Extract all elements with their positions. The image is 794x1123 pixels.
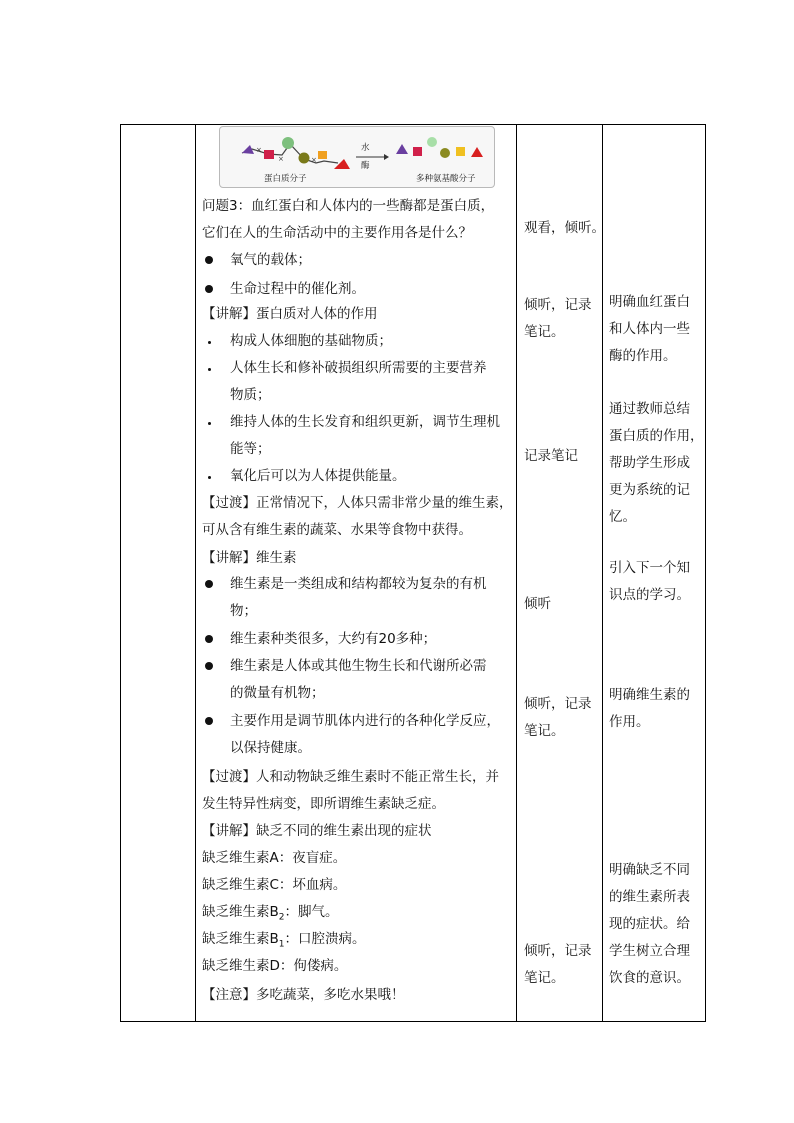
intent-1-line2: 和人体内一些	[609, 321, 690, 337]
vitamin-point-1-line1: 维生素是一类组成和结构都较为复杂的有机	[230, 576, 487, 592]
student-activity-5-line1: 倾听，记录	[524, 696, 592, 712]
protein-point-3-line2: 能等；	[230, 441, 271, 457]
svg-text:×: ×	[311, 156, 317, 164]
vitamin-point-1-line2: 物；	[230, 603, 257, 619]
table-row	[121, 125, 706, 1022]
design-intent-cell	[603, 125, 706, 1022]
protein-hydrolysis-figure	[219, 126, 495, 188]
intent-2-line4: 更为系统的记	[609, 482, 690, 498]
intent-5-line3: 现的症状。给	[609, 916, 690, 932]
vitamin-point-4-line1: 主要作用是调节肌体内进行的各种化学反应，	[230, 713, 500, 729]
bullet-icon	[208, 341, 211, 344]
student-activity-1: 观看，倾听。	[524, 220, 605, 236]
student-activity-6-line2: 笔记。	[524, 970, 565, 986]
protein-point-4: 氧化后可以为人体提供能量。	[230, 468, 406, 484]
bullet-icon	[205, 285, 213, 293]
teaching-content-cell	[196, 125, 517, 1022]
vitamin-point-3-line2: 的微量有机物；	[230, 685, 325, 701]
bullet-icon	[208, 368, 211, 371]
intent-3-line1: 引入下一个知	[609, 560, 690, 576]
protein-point-3-line1: 维持人体的生长发育和组织更新，调节生理机	[230, 414, 500, 430]
transition-1-line2: 可从含有维生素的蔬菜、水果等食物中获得。	[202, 522, 472, 538]
intent-2-line2: 蛋白质的作用，	[609, 428, 704, 444]
bullet-icon	[208, 476, 211, 479]
explain-deficiency-title: 【讲解】缺乏不同的维生素出现的症状	[202, 823, 432, 839]
intent-3-line2: 识点的学习。	[609, 587, 690, 603]
note-eat-vegetables-fruits: 【注意】多吃蔬菜，多吃水果哦！	[202, 987, 405, 1003]
intent-2-line5: 忆。	[609, 509, 636, 525]
transition-2-line1: 【过渡】人和动物缺乏维生素时不能正常生长，并	[202, 769, 499, 785]
intent-4-line2: 作用。	[609, 714, 650, 730]
protein-point-2-line2: 物质；	[230, 387, 271, 403]
answer-catalyst: 生命过程中的催化剂。	[230, 281, 365, 297]
explain-protein-title: 【讲解】蛋白质对人体的作用	[202, 306, 378, 322]
bullet-icon	[205, 580, 213, 588]
deficiency-vitamin-c: 缺乏维生素C：坏血病。	[202, 877, 347, 893]
amino-acid-molecules-label: 多种氨基酸分子	[416, 174, 476, 184]
vitamin-point-2: 维生素种类很多，大约有20多种；	[230, 631, 437, 647]
bullet-icon	[205, 717, 213, 725]
arrow-bottom-label: 酶	[361, 161, 370, 171]
transition-2-line2: 发生特异性病变，即所谓维生素缺乏症。	[202, 796, 445, 812]
student-activity-2-line1: 倾听，记录	[524, 297, 592, 313]
protein-point-1: 构成人体细胞的基础物质；	[230, 333, 392, 349]
student-activity-2-line2: 笔记。	[524, 324, 565, 340]
deficiency-vitamin-a: 缺乏维生素A：夜盲症。	[202, 850, 347, 866]
protein-molecule-label: 蛋白质分子	[264, 174, 307, 184]
intent-5-line2: 的维生素所表	[609, 889, 690, 905]
bullet-icon	[205, 635, 213, 643]
intent-5-line4: 学生树立合理	[609, 943, 690, 959]
student-activity-5-line2: 笔记。	[524, 723, 565, 739]
deficiency-vitamin-b2: 缺乏维生素$B_2$：脚气。	[202, 904, 339, 923]
question3-line2: 它们在人的生命活动中的主要作用各是什么？	[202, 225, 472, 241]
arrow-top-label: 水	[361, 143, 370, 153]
intent-4-line1: 明确维生素的	[609, 687, 690, 703]
transition-1-line1: 【过渡】正常情况下，人体只需非常少量的维生素，	[202, 495, 513, 511]
vitamin-point-3-line1: 维生素是人体或其他生物生长和代谢所必需	[230, 658, 487, 674]
bullet-icon	[205, 256, 213, 264]
intent-1-line3: 酶的作用。	[609, 348, 677, 364]
intent-2-line3: 帮助学生形成	[609, 455, 690, 471]
student-activity-3: 记录笔记	[524, 448, 578, 464]
student-activity-6-line1: 倾听，记录	[524, 943, 592, 959]
intent-5-line5: 饮食的意识。	[609, 970, 690, 986]
lesson-table	[120, 124, 706, 1022]
svg-text:×: ×	[278, 155, 284, 163]
protein-point-2-line1: 人体生长和修补破损组织所需要的主要营养	[230, 360, 487, 376]
question3-line1: 问题3：血红蛋白和人体内的一些酶都是蛋白质，	[202, 198, 495, 214]
stage-cell	[121, 125, 196, 1022]
student-activity-4: 倾听	[524, 596, 551, 612]
explain-vitamin-title: 【讲解】维生素	[202, 550, 297, 566]
deficiency-vitamin-b1: 缺乏维生素$B_1$：口腔溃病。	[202, 931, 366, 950]
svg-text:×: ×	[256, 146, 262, 154]
bullet-icon	[205, 662, 213, 670]
intent-5-line1: 明确缺乏不同	[609, 862, 690, 878]
intent-1-line1: 明确血红蛋白	[609, 294, 690, 310]
deficiency-vitamin-d: 缺乏维生素D：佝偻病。	[202, 958, 348, 974]
vitamin-point-4-line2: 以保持健康。	[230, 740, 311, 756]
answer-oxygen-carrier: 氧气的载体；	[230, 252, 311, 268]
intent-2-line1: 通过教师总结	[609, 401, 690, 417]
bullet-icon	[208, 422, 211, 425]
student-activity-cell	[517, 125, 603, 1022]
